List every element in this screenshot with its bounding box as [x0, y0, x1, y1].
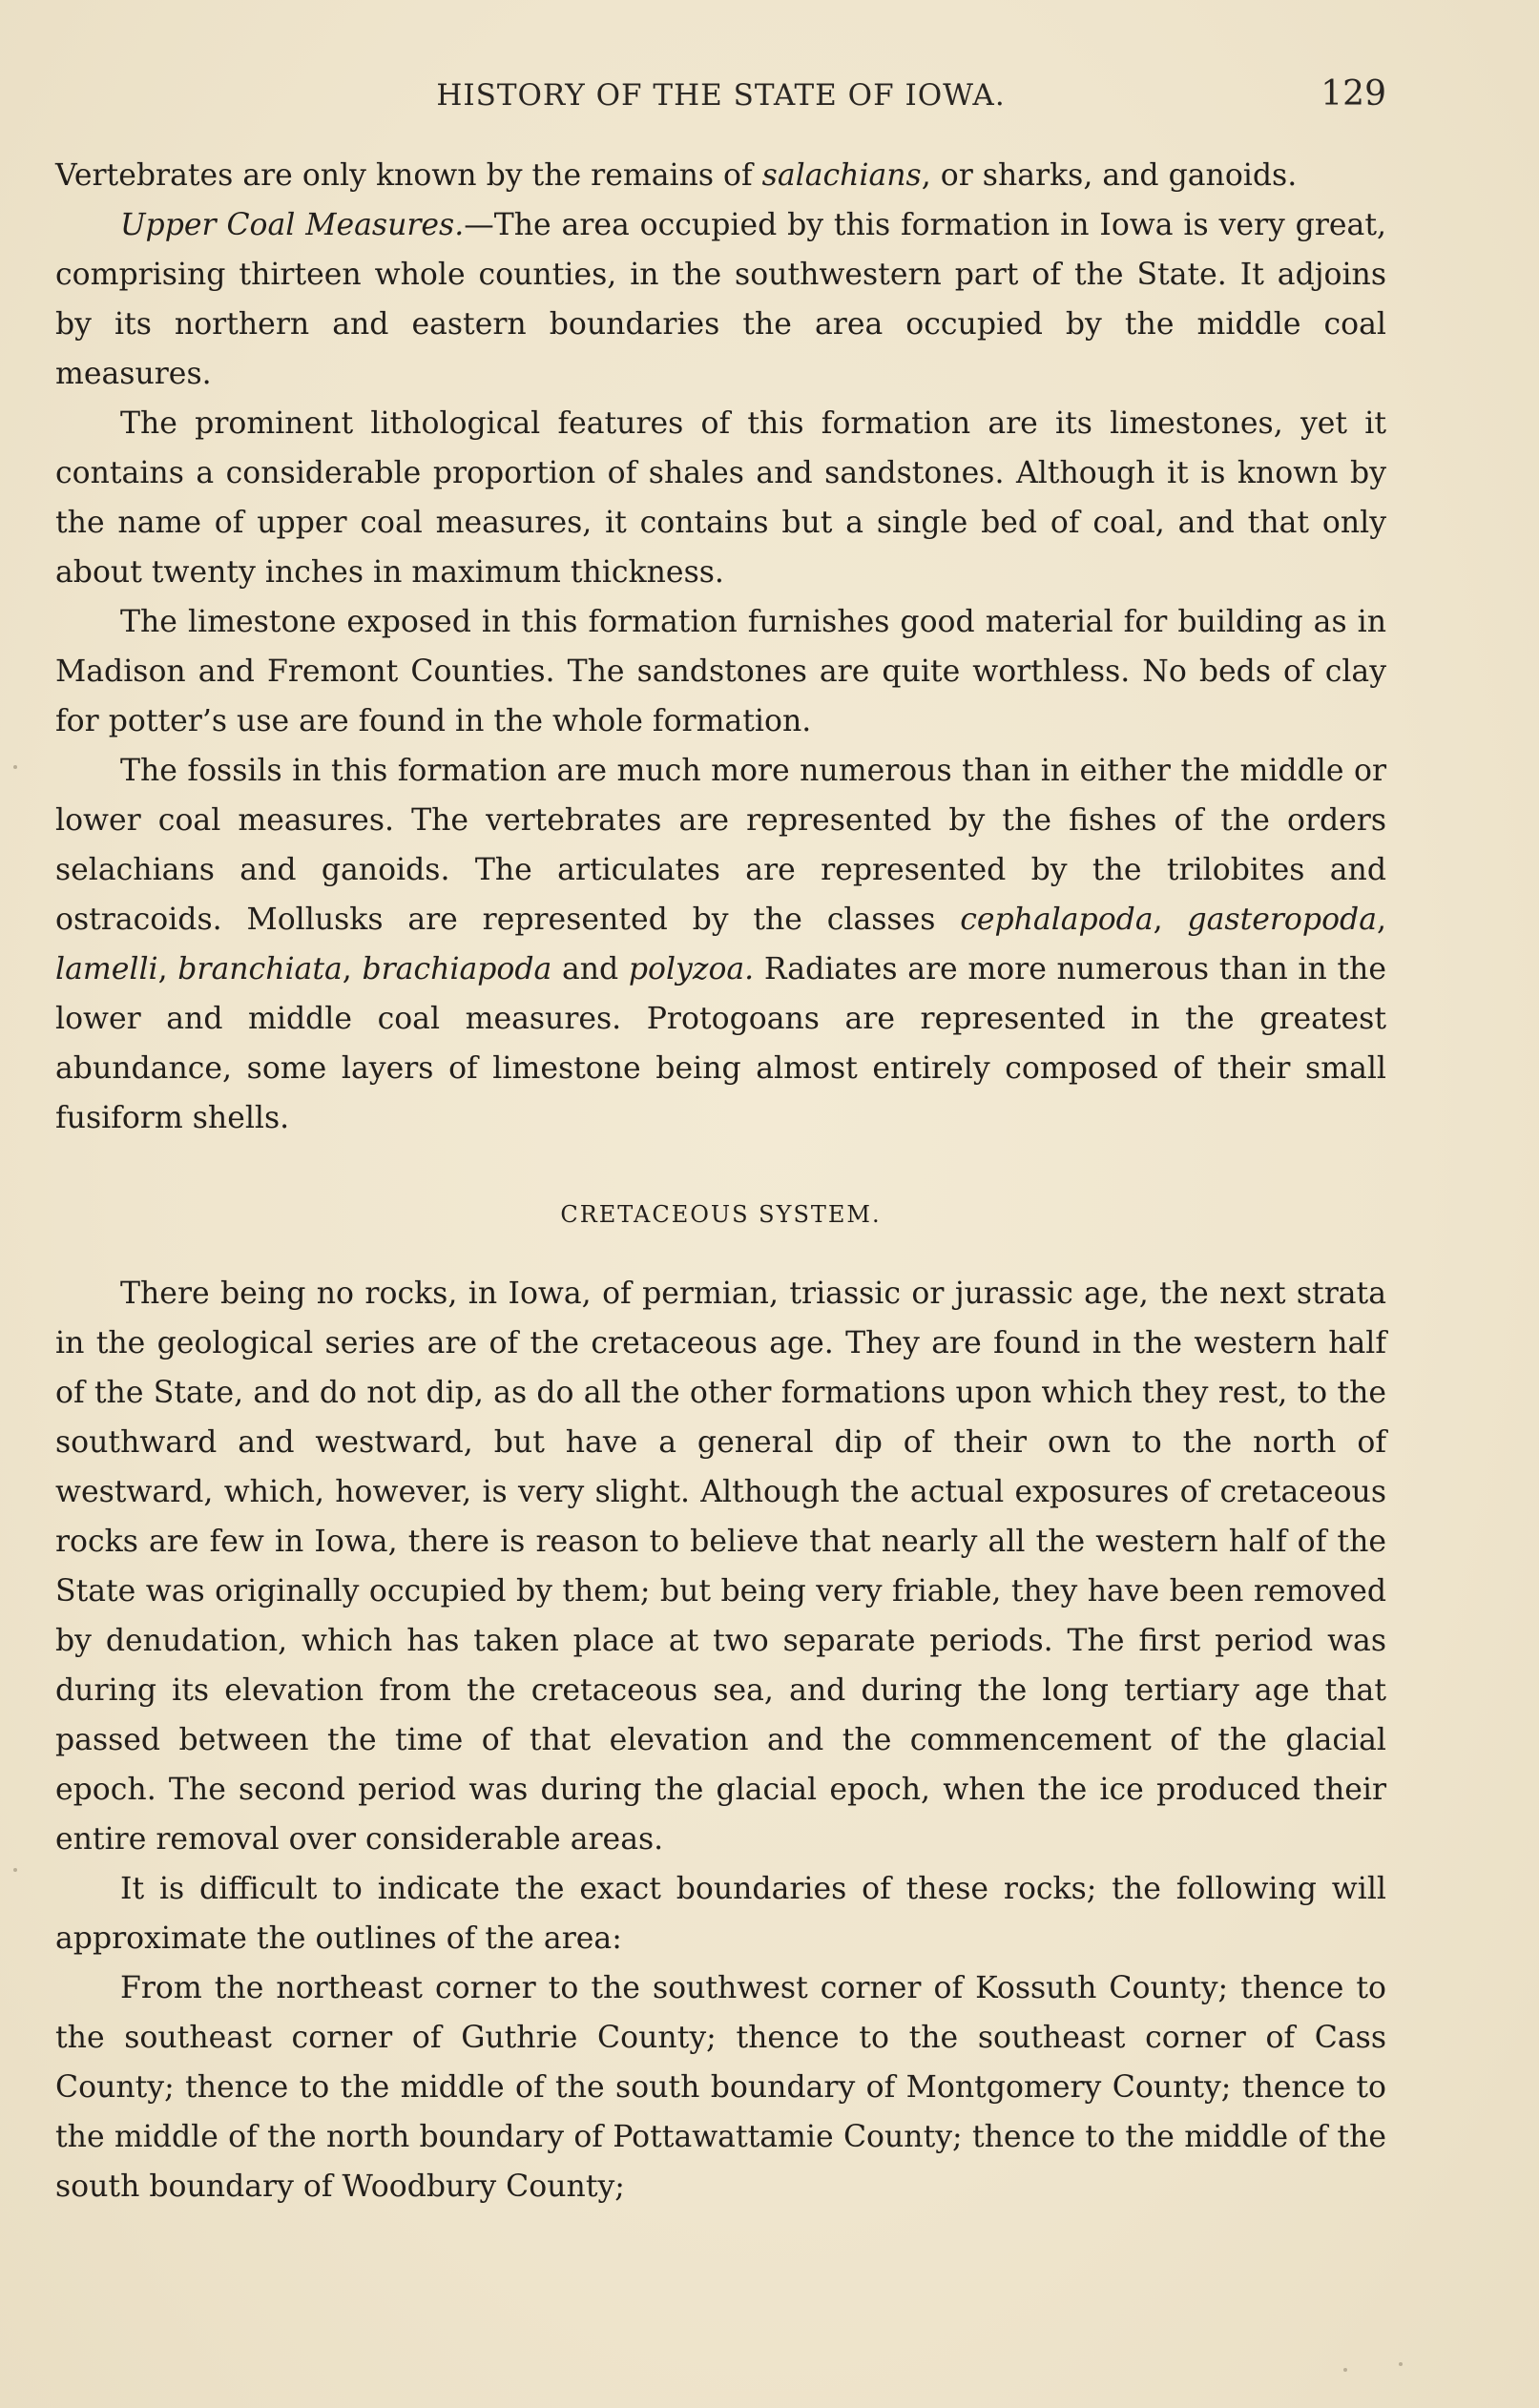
italic-term: polyzoa.: [628, 952, 755, 986]
italic-term: lamelli: [55, 952, 158, 986]
paragraph-limestone: The limestone exposed in this formation furnishes good material for building as in Madison and Fremont Counties. The sandstones are quite worthless. No beds of clay for potter’s use are found in the whole formation.: [55, 605, 1386, 738]
paragraph-text: ,: [157, 952, 178, 986]
paper-speck: [13, 765, 17, 769]
paper-speck: [13, 1868, 17, 1872]
paragraph-text: , or sharks, and ganoids.: [921, 158, 1298, 193]
paragraph-lithological-features: The prominent lithological features of this formation are its limestones, yet it contains a considerable proportion of shales and sandstones. Although it is known by the name of upper coal measures, it contains but a single bed of coal, and that only about twenty inches in maximum thickness.: [55, 406, 1386, 590]
page-number: 129: [1321, 74, 1386, 114]
paragraph-vertebrates: [55, 151, 1386, 200]
paragraph-text: and: [551, 952, 629, 986]
paragraph-text: Vertebrates are only known by the remains of: [55, 158, 762, 193]
italic-term: salachians: [761, 158, 922, 193]
paragraph-boundary-description: From the northeast corner to the southwest corner of Kossuth County; thence to the southeast corner of Guthrie County; thence to the southeast corner of Cass County; thence to the middle of the south boundary of Montgomery County; thence to the middle of the north boundary of Pottawattamie County; thence to the middle of the south boundary of Woodbury County;: [55, 1971, 1386, 2204]
subsection-title: Upper Coal Measures.: [120, 208, 465, 242]
italic-term: branchiata: [177, 952, 343, 986]
paragraph-text: Radiates are more numerous than in the lower and middle coal measures. Protogoans are represented in the greatest abundance, some layers of limestone being almost entirely composed of their small fusiform shells.: [55, 952, 1386, 1135]
italic-term: gasteropoda: [1187, 903, 1377, 937]
paragraph-text: ,: [1153, 903, 1188, 937]
paragraph-text: ,: [342, 952, 363, 986]
paragraph-upper-coal-measures: [55, 200, 1386, 399]
paragraph-text: —The area occupied by this formation in Iowa is very great, comprising thirteen whole counties, in the southwestern part of the State. It adjoins by its northern and eastern boundaries the area occupied by the middle coal measures.: [55, 208, 1386, 391]
paragraph-text: ,: [1376, 903, 1386, 937]
page-body: [55, 151, 1386, 2211]
paragraph-text: The fossils in this formation are much more numerous than in either the middle or lower coal measures. The vertebrates are represented by the fishes of the orders selachians and ganoids. The articulates are represented by the trilobites and ostracoids. Mollusks are represented by the classes: [55, 754, 1386, 937]
running-title: HISTORY OF THE STATE OF IOWA.: [436, 78, 1006, 113]
paragraph-boundaries: It is difficult to indicate the exact boundaries of these rocks; the following will approximate the outlines of the area:: [55, 1872, 1386, 1956]
italic-term: cephalapoda: [960, 903, 1154, 937]
page-header: [55, 74, 1386, 126]
paper-speck: [1399, 2362, 1403, 2366]
paper-speck: [1343, 2368, 1347, 2372]
section-heading: CRETACEOUS SYSTEM.: [560, 1201, 882, 1228]
paragraph-cretaceous: There being no rocks, in Iowa, of permian, triassic or jurassic age, the next strata in the geological series are of the cretaceous age. They are found in the western half of the State, and do not dip, as do all the other formations upon which they rest, to the southward and westward, but have a general dip of their own to the north of westward, which, however, is very slight. Although the actual exposures of cretaceous rocks are few in Iowa, there is reason to believe that nearly all the western half of the State was originally occupied by them; but being very friable, they have been removed by denudation, which has taken place at two separate periods. The first period was during its elevation from the cretaceous sea, and during the long tertiary age that passed between the time of that elevation and the commencement of the glacial epoch. The second period was during the glacial epoch, when the ice produced their entire removal over considerable areas.: [55, 1277, 1386, 1857]
paragraph-fossils: [55, 746, 1386, 1143]
italic-term: brachiapoda: [362, 952, 552, 986]
